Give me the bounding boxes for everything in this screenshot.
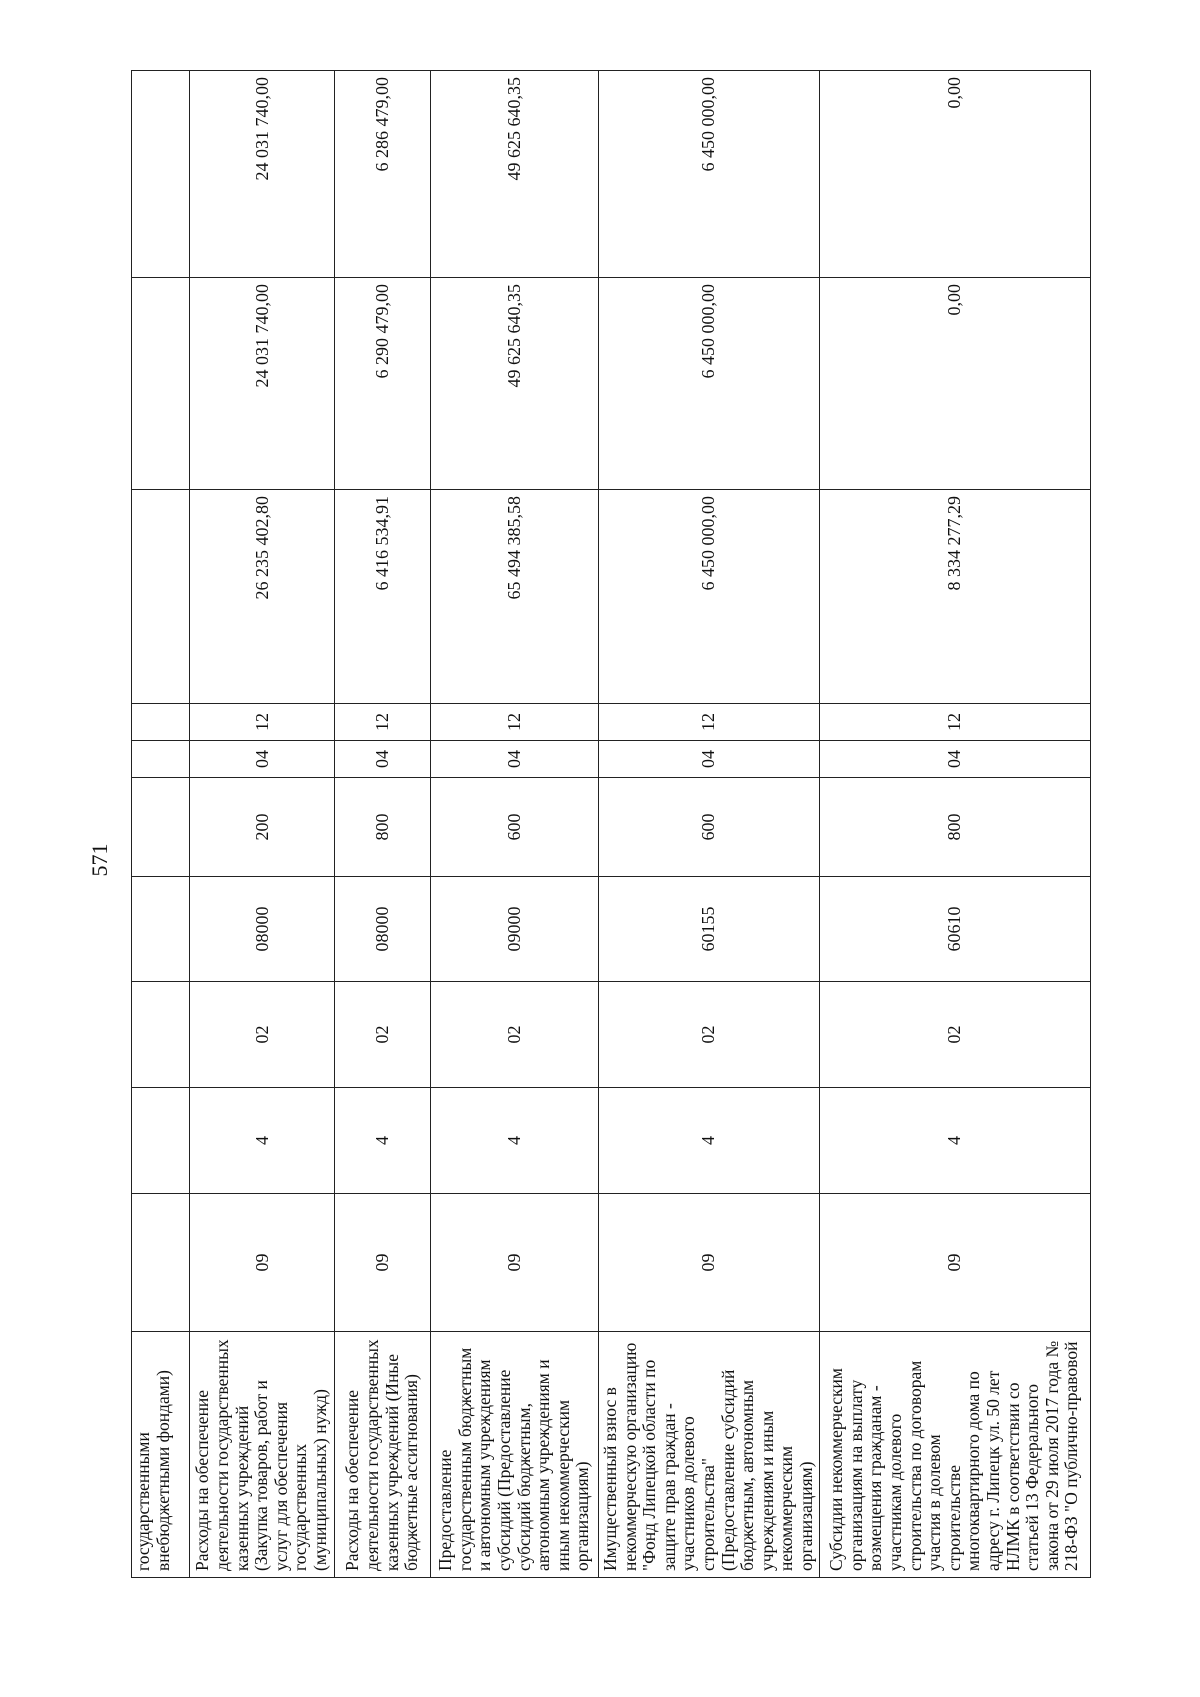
code-cell <box>132 741 190 778</box>
code-cell: 4 <box>431 1088 599 1194</box>
value-cell: 6 286 479,00 <box>335 71 431 278</box>
code-cell: 60155 <box>599 877 820 982</box>
table-row <box>431 71 599 1578</box>
budget-table <box>131 70 1091 1578</box>
code-cell: 12 <box>335 704 431 741</box>
value-cell: 6 450 000,00 <box>599 71 820 278</box>
code-cell: 02 <box>190 982 335 1088</box>
code-cell: 12 <box>431 704 599 741</box>
row-name: Расходы на обеспечение деятельности государственных казенных учреждений (Закупка товаров, работ и услуг для обеспечения государственных (муниципальных) нужд) <box>190 1332 335 1578</box>
code-cell: 04 <box>190 741 335 778</box>
rotated-table-wrapper <box>131 71 1082 1578</box>
value-cell: 24 031 740,00 <box>190 278 335 490</box>
value-cell: 6 416 534,91 <box>335 490 431 704</box>
value-cell <box>132 71 190 278</box>
value-cell: 49 625 640,35 <box>431 71 599 278</box>
code-cell: 02 <box>431 982 599 1088</box>
code-cell <box>132 982 190 1088</box>
code-cell: 02 <box>335 982 431 1088</box>
code-cell <box>132 1088 190 1194</box>
value-cell: 6 290 479,00 <box>335 278 431 490</box>
value-cell: 8 334 277,29 <box>819 490 1090 704</box>
row-name: Расходы на обеспечение деятельности государственных казенных учреждений (Иные бюджетные ассигнования) <box>335 1332 431 1578</box>
code-cell: 09000 <box>431 877 599 982</box>
code-cell: 60610 <box>819 877 1090 982</box>
table-row <box>190 71 335 1578</box>
value-cell: 0,00 <box>819 71 1090 278</box>
code-cell: 4 <box>335 1088 431 1194</box>
value-cell <box>132 278 190 490</box>
row-name: Субсидии некоммерческим организациям на выплату возмещения гражданам - участникам долевого строительства по договорам участия в долевом строительстве многоквартирного дома по адресу г. Липецк ул. 50 лет НЛМК в соответствии со статьей 13 Федерального закона от 29 июля 2017 года № 218-ФЗ "О публично-правовой <box>819 1332 1090 1578</box>
code-cell: 4 <box>819 1088 1090 1194</box>
code-cell: 600 <box>431 778 599 877</box>
code-cell: 09 <box>190 1194 335 1332</box>
code-cell: 800 <box>335 778 431 877</box>
code-cell: 08000 <box>190 877 335 982</box>
table-row <box>819 71 1090 1578</box>
value-cell: 65 494 385,58 <box>431 490 599 704</box>
code-cell: 12 <box>190 704 335 741</box>
value-cell: 6 450 000,00 <box>599 278 820 490</box>
value-cell: 49 625 640,35 <box>431 278 599 490</box>
code-cell: 09 <box>335 1194 431 1332</box>
value-cell <box>132 490 190 704</box>
value-cell: 26 235 402,80 <box>190 490 335 704</box>
code-cell: 02 <box>819 982 1090 1088</box>
row-name: государственными внебюджетными фондами) <box>132 1332 190 1578</box>
code-cell: 02 <box>599 982 820 1088</box>
code-cell: 600 <box>599 778 820 877</box>
code-cell: 12 <box>599 704 820 741</box>
code-cell: 09 <box>431 1194 599 1332</box>
code-cell: 800 <box>819 778 1090 877</box>
code-cell: 09 <box>819 1194 1090 1332</box>
code-cell <box>132 877 190 982</box>
table-row <box>599 71 820 1578</box>
code-cell: 04 <box>335 741 431 778</box>
value-cell: 0,00 <box>819 278 1090 490</box>
value-cell: 6 450 000,00 <box>599 490 820 704</box>
row-name: Имущественный взнос в некоммерческую организацию "Фонд Липецкой области по защите прав граждан - участников долевого строительства" (Предоставление субсидий бюджетным, автономным учреждениям и иным некоммерческим организациям) <box>599 1332 820 1578</box>
code-cell: 04 <box>431 741 599 778</box>
code-cell: 12 <box>819 704 1090 741</box>
code-cell <box>132 1194 190 1332</box>
code-cell: 09 <box>599 1194 820 1332</box>
code-cell <box>132 704 190 741</box>
code-cell: 08000 <box>335 877 431 982</box>
table-row <box>335 71 431 1578</box>
table-row <box>132 71 190 1578</box>
code-cell: 4 <box>190 1088 335 1194</box>
code-cell: 04 <box>599 741 820 778</box>
code-cell: 4 <box>599 1088 820 1194</box>
code-cell: 04 <box>819 741 1090 778</box>
value-cell: 24 031 740,00 <box>190 71 335 278</box>
page-number: 571 <box>87 843 112 877</box>
row-name: Предоставление государственным бюджетным и автономным учреждениям субсидий (Предоставление субсидий бюджетным, автономным учреждениям и иным некоммерческим организациям) <box>431 1332 599 1578</box>
code-cell: 200 <box>190 778 335 877</box>
code-cell <box>132 778 190 877</box>
